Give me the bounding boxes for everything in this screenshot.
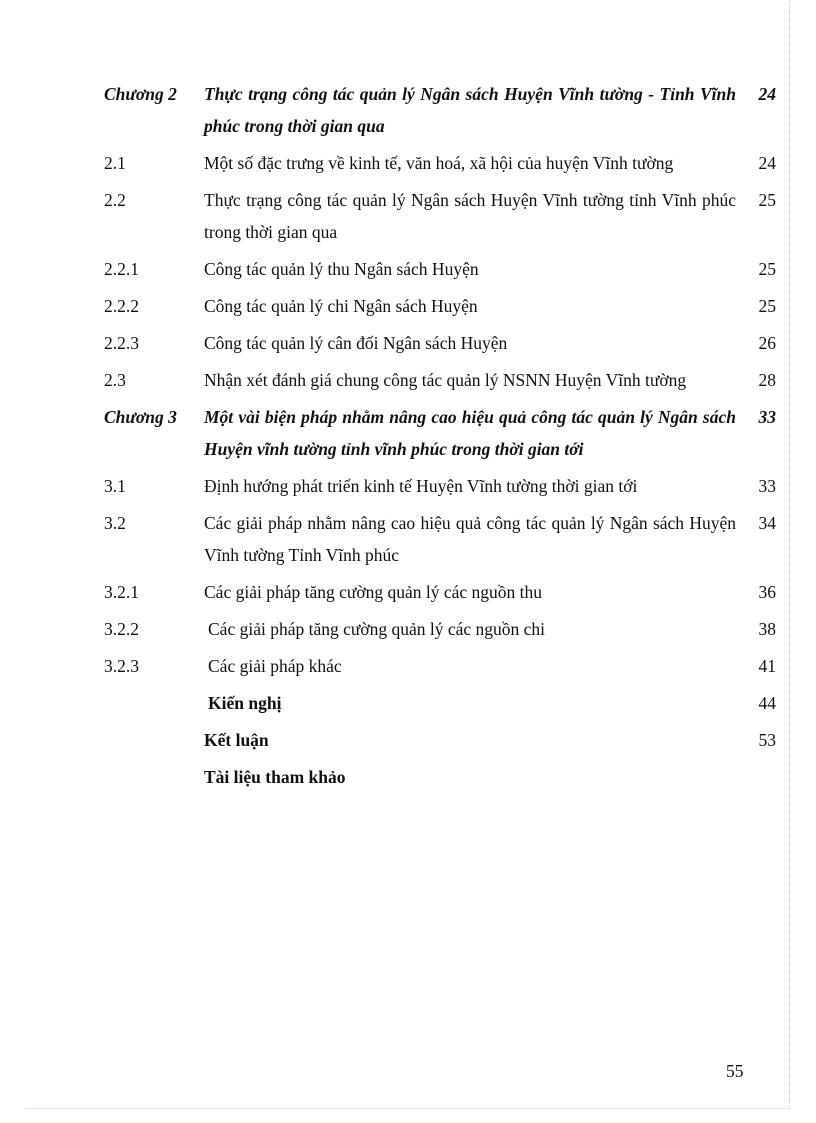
toc-entry-page: 33	[758, 476, 776, 496]
toc-entry-title: Thực trạng công tác quản lý Ngân sách Huyện Vĩnh tường tỉnh Vĩnh phúc trong thời gian qua	[204, 190, 736, 242]
toc-entry-page: 28	[758, 370, 776, 390]
toc-entry-page: 25	[758, 296, 776, 316]
toc-entry-number: 3.2.3	[104, 656, 139, 676]
toc-entry-kien-nghi	[0, 687, 816, 719]
toc-entry-title: Kiến nghị	[208, 693, 282, 713]
toc-entry-number: 2.3	[104, 370, 126, 390]
toc-entry-number: 2.2.1	[104, 259, 139, 279]
toc-entry-number: 3.2	[104, 513, 126, 533]
toc-entry-page: 36	[758, 582, 776, 602]
table-of-contents	[0, 78, 816, 798]
toc-entry-2-2-3	[0, 327, 816, 359]
toc-entry-page: 24	[758, 84, 776, 104]
toc-entry-3-2-3	[0, 650, 816, 682]
toc-entry-chapter-3	[0, 401, 816, 465]
toc-entry-chapter-2	[0, 78, 816, 142]
toc-entry-title: Các giải pháp tăng cường quản lý các nguồn chi	[208, 619, 546, 639]
toc-entry-title: Công tác quản lý thu Ngân sách Huyện	[204, 259, 479, 279]
toc-entry-2-2-1	[0, 253, 816, 285]
toc-entry-number: 3.2.1	[104, 582, 139, 602]
toc-entry-2-2-2	[0, 290, 816, 322]
toc-entry-3-2-1	[0, 576, 816, 608]
toc-entry-number: Chương 2	[104, 84, 177, 104]
toc-entry-title: Một số đặc trưng về kinh tế, văn hoá, xã hội của huyện Vĩnh tường	[204, 153, 674, 173]
toc-entry-page: 33	[758, 407, 776, 427]
toc-entry-page: 38	[758, 619, 776, 639]
toc-entry-title: Định hướng phát triển kinh tế Huyện Vĩnh tường thời gian tới	[204, 476, 638, 496]
toc-entry-title: Tài liệu tham khảo	[204, 767, 346, 787]
toc-entry-page: 25	[758, 190, 776, 210]
toc-entry-3-2	[0, 507, 816, 571]
toc-entry-page: 41	[758, 656, 776, 676]
toc-entry-3-1	[0, 470, 816, 502]
toc-entry-2-3	[0, 364, 816, 396]
toc-entry-title: Các giải pháp tăng cường quản lý các nguồn thu	[204, 582, 543, 602]
toc-entry-3-2-2	[0, 613, 816, 645]
toc-entry-number: Chương 3	[104, 407, 177, 427]
toc-entry-title: Một vài biện pháp nhằm nâng cao hiệu quả công tác quản lý Ngân sách Huyện vĩnh tường tỉnh vĩnh phúc trong thời gian tới	[204, 407, 736, 459]
toc-entry-tai-lieu-tham-khao	[0, 761, 816, 793]
toc-entry-page: 24	[758, 153, 776, 173]
toc-entry-page: 44	[758, 693, 776, 713]
toc-entry-2-2	[0, 184, 816, 248]
toc-entry-number: 2.2	[104, 190, 126, 210]
toc-entry-2-1	[0, 147, 816, 179]
toc-entry-title: Thực trạng công tác quản lý Ngân sách Huyện Vĩnh tường - Tỉnh Vĩnh phúc trong thời gian qua	[204, 84, 736, 136]
toc-entry-number: 2.2.2	[104, 296, 139, 316]
toc-entry-title: Kết luận	[204, 730, 269, 750]
page-number: 55	[726, 1061, 744, 1081]
toc-entry-page: 25	[758, 259, 776, 279]
toc-entry-page: 34	[758, 513, 776, 533]
toc-entry-title: Công tác quản lý cân đối Ngân sách Huyện	[204, 333, 508, 353]
toc-entry-number: 2.2.3	[104, 333, 139, 353]
toc-entry-number: 3.2.2	[104, 619, 139, 639]
toc-entry-title: Các giải pháp nhằm nâng cao hiệu quả công tác quản lý Ngân sách Huyện Vĩnh tường Tỉnh Vĩnh phúc	[204, 513, 736, 565]
toc-entry-page: 26	[758, 333, 776, 353]
toc-entry-ket-luan	[0, 724, 816, 756]
page-edge-bottom	[26, 1108, 790, 1109]
toc-entry-title: Nhận xét đánh giá chung công tác quản lý NSNN Huyện Vĩnh tường	[204, 370, 687, 390]
toc-entry-number: 2.1	[104, 153, 126, 173]
toc-entry-page: 53	[758, 730, 776, 750]
toc-entry-title: Công tác quản lý chi Ngân sách Huyện	[204, 296, 478, 316]
toc-entry-title: Các giải pháp khác	[208, 656, 342, 676]
toc-entry-number: 3.1	[104, 476, 126, 496]
